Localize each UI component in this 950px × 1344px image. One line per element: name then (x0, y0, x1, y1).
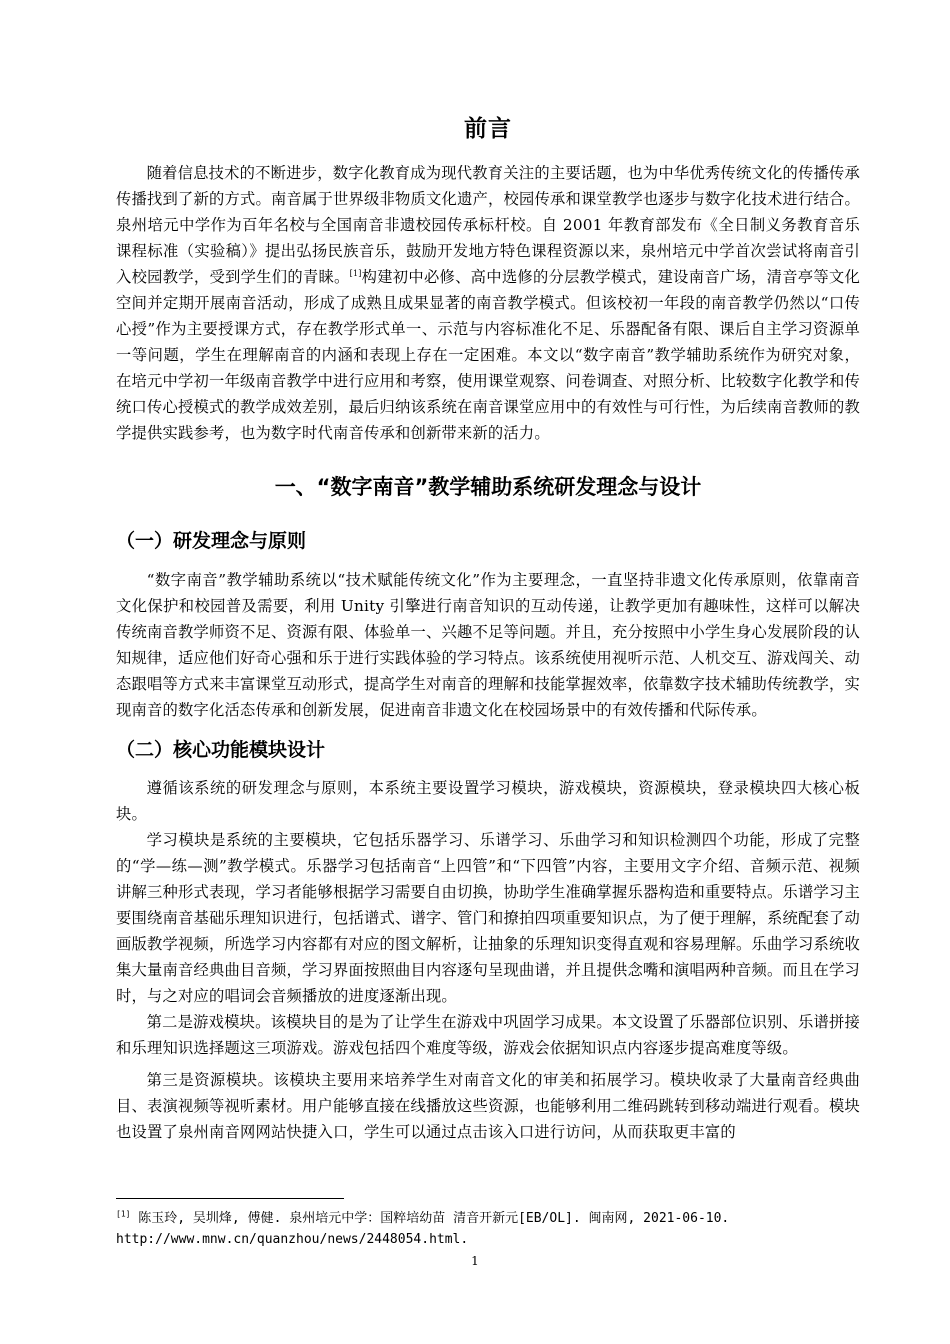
page-number: 1 (471, 1254, 479, 1268)
intro-paragraph (116, 160, 860, 446)
subsection-1-paragraph: “数字南音”教学辅助系统以“技术赋能传统文化”作为主要理念，一直坚持非遗文化传承原则，依靠南音文化保护和校园普及需要，利用 Unity 引擎进行南音知识的互动传递，让教学更加有趣味性，这样可以解决传统南音教学师资不足、资源有限、体验单一、兴趣不足等问题。并且，充分按照中小学生身心发展阶段的认知规律，适应他们好奇心强和乐于进行实践体验的学习特点。该系统使用视听示范、人机交互、游戏闯关、动态跟唱等方式来丰富课堂互动形式，提高学生对南音的理解和技能掌握效率，依靠数字技术辅助传统教学，实现南音的数字化活态传承和创新发展，促进南音非遗文化在校园场景中的有效传播和代际传承。 (116, 571, 860, 719)
intro-text-b: 构建初中必修、高中选修的分层教学模式，建设南音广场，清音亭等文化空间并定期开展南音活动，形成了成熟且成果显著的南音教学模式。但该校初一年段的南音教学仍然以“口传心授”作为主要授课方式，存在教学形式单一、示范与内容标准化不足、乐器配备有限、课后自主学习资源单一等问题，学生在理解南音的内涵和表现上存在一定困难。本文以“数字南音”教学辅助系统作为研究对象，在培元中学初一年级南音教学中进行应用和考察，使用课堂观察、问卷调查、对照分析、比较数字化教学和传统口传心授模式的教学成效差别，最后归纳该系统在南音课堂应用中的有效性与可行性，为后续南音教师的教学提供实践参考，也为数字时代南音传承和创新带来新的活力。 (116, 268, 860, 442)
section-1-heading: 一、“数字南音”教学辅助系统研发理念与设计 (274, 475, 702, 499)
page-title: 前言 (464, 116, 512, 142)
footnote-mark: [1] (116, 1209, 131, 1219)
subsection-2-paragraph-3: 第二是游戏模块。该模块目的是为了让学生在游戏中巩固学习成果。本文设置了乐器部位识别、乐谱拼接和乐理知识选择题这三项游戏。游戏包括四个难度等级，游戏会依据知识点内容逐步提高难度等级。 (116, 1013, 860, 1057)
subsection-2-paragraph-2: 学习模块是系统的主要模块，它包括乐器学习、乐谱学习、乐曲学习和知识检测四个功能，形成了完整的“学—练—测”教学模式。乐器学习包括南音“上四管”和“下四管”内容，主要用文字介绍、音频示范、视频讲解三种形式表现，学习者能够根据学习需要自由切换，协助学生准确掌握乐器构造和重要特点。乐谱学习主要围绕南音基础乐理知识进行，包括谱式、谱字、管门和撩拍四项重要知识点，为了便于理解，系统配套了动画版教学视频，所选学习内容都有对应的图文解析，让抽象的乐理知识变得直观和容易理解。乐曲学习系统收集大量南音经典曲目音频，学习界面按照曲目内容逐句呈现曲谱，并且提供念嘴和演唱两种音频。而且在学习时，与之对应的唱词会音频播放的进度逐渐出现。 (116, 831, 860, 1005)
footnote-url[interactable]: http://www.mnw.cn/quanzhou/news/2448054.html. (116, 1232, 469, 1247)
footnote (116, 1208, 860, 1250)
subsection-2-heading: （二）核心功能模块设计 (116, 739, 326, 761)
subsection-1-heading: （一）研发理念与原则 (116, 530, 307, 552)
subsection-2-paragraph-1: 遵循该系统的研发理念与原则，本系统主要设置学习模块，游戏模块，资源模块，登录模块四大核心板块。 (116, 779, 860, 823)
footnote-line-1 (116, 1208, 860, 1229)
intro-text-a: 随着信息技术的不断进步，数字化教育成为现代教育关注的主要话题，也为中华优秀传统文化的传播传承传播找到了新的方式。南音属于世界级非物质文化遗产，校园传承和课堂教学也逐步与数字化技术进行结合。泉州培元中学作为百年名校与全国南音非遗校园传承标杆校。自 2001 年教育部发布《全日制义务教育音乐课程标准（实验稿）》提出弘扬民族音乐，鼓励开发地方特色课程资源以来，泉州培元中学首次尝试将南音引入校园教学，受到学生们的青睐。 (116, 164, 860, 286)
page-content (116, 112, 860, 1145)
footnote-divider (116, 1198, 344, 1199)
subsection-2-paragraph-4: 第三是资源模块。该模块主要用来培养学生对南音文化的审美和拓展学习。模块收录了大量南音经典曲目、表演视频等视听素材。用户能够直接在线播放这些资源，也能够利用二维码跳转到移动端进行观看。模块也设置了泉州南音网网站快捷入口，学生可以通过点击该入口进行访问，从而获取更丰富的 (116, 1071, 860, 1141)
footnote-citation: 陈玉玲, 吴圳烽, 傅健. 泉州培元中学：国粹培幼苗 清音开新元[EB/OL]. 闽南网, 2021-06-10. (130, 1211, 730, 1226)
footnote-reference[interactable]: [1] (349, 268, 362, 278)
